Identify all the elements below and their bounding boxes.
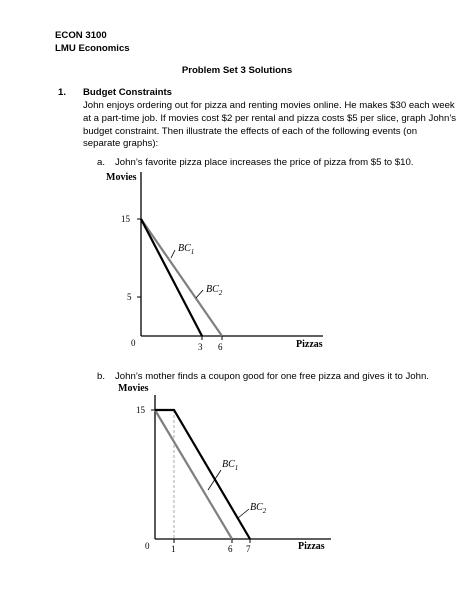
graph-b-bc1-line: [155, 410, 232, 539]
graph-b-xtick-label: 7: [246, 544, 251, 554]
graph-b-bc2-label: $BC_2$: [250, 502, 267, 515]
graph-b-xtick-label: 6: [228, 544, 233, 554]
graph-a-ytick-label: 15: [121, 214, 130, 224]
graph-a-y-axis-label: Movies: [106, 172, 137, 183]
graph-a-xtick-label: 3: [198, 342, 203, 352]
graph-a-bc2-label: $BC_2$: [206, 284, 223, 297]
graph-b-ytick-label: 15: [136, 405, 145, 415]
page-title: Problem Set 3 Solutions: [181, 65, 293, 76]
graph-a-bc1-label: $BC_1$: [178, 243, 195, 256]
problem-heading: Budget Constraints: [83, 87, 173, 98]
problem-line: at a part-time job. If movies cost $2 per rental and pizza costs $5 per slice, graph John’s: [83, 112, 457, 124]
problem-line: John enjoys ordering out for pizza and renting movies online. He makes $30 each week: [83, 100, 455, 111]
part-a-letter: a.: [97, 157, 106, 168]
graph-a-ytick-label: 5: [127, 292, 132, 302]
part-b-text: John’s mother finds a coupon good for one free pizza and gives it to John.: [115, 371, 429, 382]
department-name: LMU Economics: [55, 43, 130, 54]
graph-b-bc1-label: $BC_1$: [222, 459, 239, 472]
problem-line: budget constraint. Then illustrate the effects of each of the following events (on: [83, 125, 418, 137]
graph-a-x-axis-label: Pizzas: [296, 339, 323, 350]
problem-number: 1.: [58, 87, 67, 98]
graph-b-bc2-leader: [238, 509, 249, 518]
graph-a-xtick-label: 6: [218, 342, 223, 352]
problem-line: separate graphs):: [83, 138, 159, 150]
graph-b-y-axis-label: Movies: [118, 383, 149, 394]
graph-b-bc2-line: [155, 410, 250, 539]
part-a-text: John’s favorite pizza place increases the price of pizza from $5 to $10.: [115, 157, 414, 168]
graph-b-x-axis-label: Pizzas: [298, 541, 325, 552]
graph-b-origin-label: 0: [145, 541, 150, 551]
graph-a-origin-label: 0: [131, 338, 136, 348]
graph-b-xtick-label: 1: [171, 544, 176, 554]
course-code: ECON 3100: [55, 30, 107, 41]
part-b-letter: b.: [97, 371, 106, 382]
